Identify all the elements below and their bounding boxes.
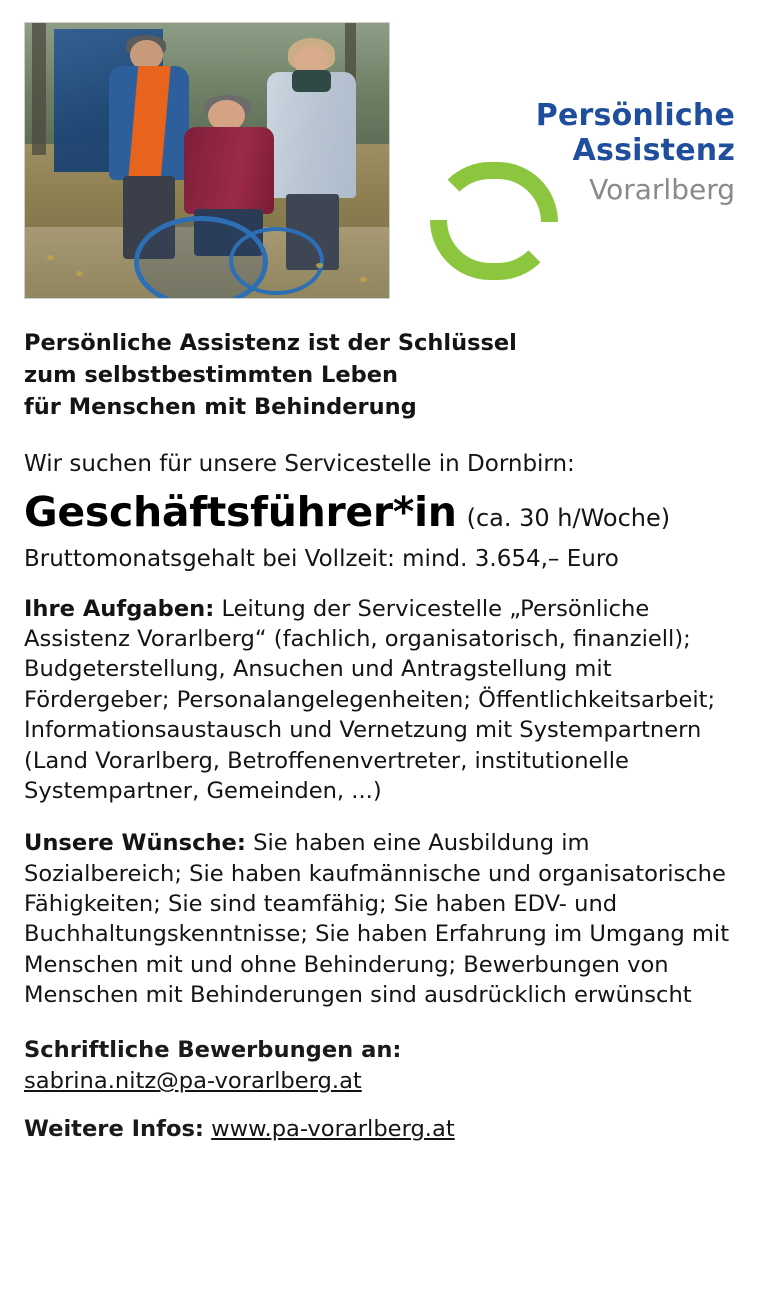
- intro-text: Wir suchen für unsere Servicestelle in Dornbirn:: [24, 450, 575, 477]
- logo-line-1: Persönliche: [535, 98, 735, 133]
- wishes-text: Sie haben eine Ausbildung im Sozialbereich; Sie haben kaufmännische und organisatorische Fähigkeiten; Sie sind teamfähig; Sie haben EDV- und Buchhaltungskenntnisse; Sie haben Erfahrung im Umgang mit Menschen mit und ohne Behinderung; Bewerbungen von Menschen mit Behinderungen sind ausdrücklich erwünscht: [24, 830, 730, 1009]
- tasks-text: Leitung der Servicestelle „Persönliche Assistenz Vorarlberg“ (fachlich, organisatorisch, finanziell); Budgeterstellung, Ansuchen und Antragstellung mit Fördergeber; Personalangelegenheiten; Öffentlichkeitsarbeit; Informationsaustausch und Vernetzung mit Systempartnern (Land Vorarlberg, Betroffenenvertreter, institutionelle Systempartner, Gemeinden, ...): [24, 595, 716, 804]
- logo-arc-bottom: [430, 220, 558, 280]
- photo-leaf: [76, 271, 83, 276]
- company-logo: [390, 22, 743, 299]
- job-hours: (ca. 30 h/Woche): [466, 503, 671, 532]
- logo-line-3: Vorarlberg: [589, 172, 735, 206]
- contact-label: Schriftliche Bewerbungen an:: [24, 1036, 402, 1063]
- website-link[interactable]: www.pa-vorarlberg.at: [211, 1115, 455, 1142]
- photo-tree-trunk: [32, 23, 46, 155]
- logo-line-2: Assistenz: [572, 133, 735, 169]
- tasks-paragraph: [24, 594, 743, 807]
- logo-arc-top: [430, 162, 558, 222]
- ad-header: [24, 22, 743, 304]
- photo-three-people-wheelchair: [24, 22, 390, 299]
- slogan-line-1: Persönliche Assistenz ist der Schlüssel: [24, 330, 517, 356]
- green-circle-arc-logo-icon: [430, 162, 558, 280]
- photo-leaf: [360, 277, 367, 282]
- photo-leaf: [47, 255, 54, 260]
- page-title: Geschäftsführer*in: [24, 487, 457, 536]
- contact-block: [24, 1035, 743, 1098]
- slogan-line-3: für Menschen mit Behinderung: [24, 393, 417, 420]
- job-title-row: [24, 488, 743, 536]
- photo-leaf: [316, 263, 323, 268]
- contact-email-link[interactable]: sabrina.nitz@pa-vorarlberg.at: [24, 1068, 362, 1095]
- salary-text: Bruttomonatsgehalt bei Vollzeit: mind. 3.654,– Euro: [24, 545, 619, 572]
- slogan: [24, 328, 743, 424]
- more-info-block: [24, 1116, 743, 1142]
- tasks-label: Ihre Aufgaben:: [24, 595, 215, 622]
- wishes-paragraph: [24, 828, 743, 1010]
- wishes-label: Unsere Wünsche:: [24, 830, 246, 857]
- photo-wheelchair-wheel: [229, 227, 324, 296]
- logo-wordmark: [536, 98, 735, 206]
- more-info-label: Weitere Infos:: [24, 1115, 204, 1142]
- slogan-line-2: zum selbstbestimmten Leben: [24, 361, 398, 388]
